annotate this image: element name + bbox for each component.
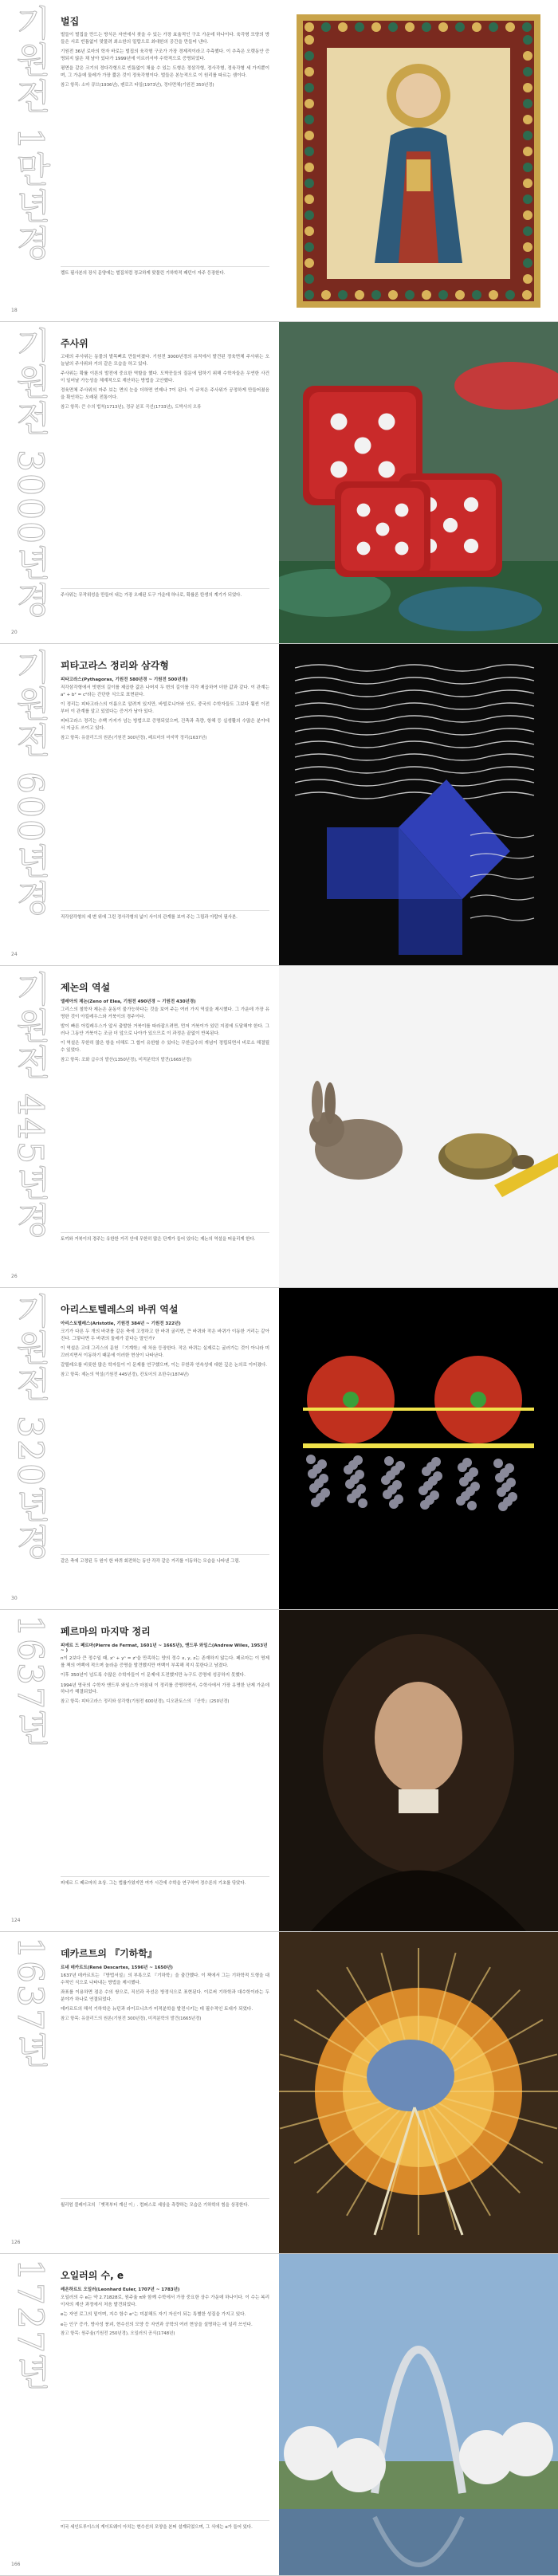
page-number: 166: [11, 2562, 21, 2567]
article-title: 피타고라스 정리와 삼각형: [61, 660, 169, 671]
see-also: 참고 항목: 제논의 역설(기원전 445년경), 칸토어의 초한수(1874년): [61, 1372, 189, 1377]
divider: [61, 2198, 269, 2199]
article-body: [61, 14, 269, 253]
text-page: [0, 644, 279, 965]
divider: [61, 1554, 269, 1555]
page-number: 18: [11, 308, 18, 313]
image-page: [279, 1932, 558, 2253]
page-number: 30: [11, 1596, 18, 1601]
page-number: 20: [11, 630, 18, 635]
article-paragraph: 크기가 다른 두 개의 바퀴를 같은 축에 고정하고 한 바퀴 굴리면, 큰 바퀴와 작은 바퀴가 이동한 거리는 같아진다. 그렇다면 두 바퀴의 둘레가 같다는 말인가?: [61, 1329, 269, 1341]
article-paragraph: 1637년 데카르트는 『방법서설』의 부록으로 『기하학』을 출간했다. 이 책에서 그는 기하학적 도형을 대수적인 식으로 나타내는 방법을 제시했다.: [61, 1973, 269, 1985]
illuminated-manuscript-image: [279, 0, 558, 321]
wheel-paradox-diagram: [279, 1288, 558, 1609]
image-page: [279, 1610, 558, 1931]
article-paragraph: 좌표를 이용하면 점은 수의 쌍으로, 직선과 곡선은 방정식으로 표현된다. 이로써 기하학과 대수학이라는 두 분야가 하나로 연결되었다.: [61, 1990, 269, 2002]
article-paragraph: 이 역설은 무한히 많은 항을 더해도 그 합이 유한할 수 있다는 무한급수의 개념이 정립되면서 비로소 해결될 수 있었다.: [61, 1041, 269, 1053]
image-caption: 같은 축에 고정된 두 원이 한 바퀴 회전하는 동안 각각 같은 거리를 이동하는 모습을 나타낸 그림.: [61, 1559, 241, 1564]
article-subtitle: 레온하르트 오일러(Leonhard Euler, 1707년 ~ 1783년): [61, 2287, 180, 2292]
article-title: 아리스토텔레스의 바퀴 역설: [61, 1304, 179, 1315]
text-page: [0, 1932, 279, 2253]
article-subtitle: 엘레아의 제논(Zeno of Elea, 기원전 490년경 ~ 기원전 430년경): [61, 999, 196, 1004]
year-marker: 1637년: [10, 1615, 50, 1747]
article-paragraph: 직각삼각형에서 빗변의 길이를 제곱한 값은 나머지 두 변의 길이를 각각 제곱하여 더한 값과 같다. 이 관계는 a² + b² = c²라는 간단한 식으로 표현된다.: [61, 685, 269, 697]
divider: [61, 1876, 269, 1877]
page-spread: [0, 1610, 558, 1932]
see-also: 참고 항목: 유클리드의 원론(기원전 300년경), 페르마의 마지막 정리(1637년): [61, 735, 207, 740]
see-also: 참고 항목: 큰 수의 법칙(1713년), 정규 분포 곡선(1733년), 도박사의 오류: [61, 404, 202, 410]
article-paragraph: 이 역설은 고대 그리스의 문헌 『기계학』에 처음 등장한다. 작은 바퀴는 실제로는 굴러가는 것이 아니라 미끄러지면서 이동하기 때문에 이러한 현상이 나타난다.: [61, 1346, 269, 1358]
article-subtitle: 피에르 드 페르마(Pierre de Fermat, 1601년 ~ 1665년), 앤드루 와일스(Andrew Wiles, 1953년 ~ ): [61, 1643, 268, 1653]
article-paragraph: 주사위는 확률 이론의 발전에 중요한 역할을 했다. 도박꾼들의 질문에 답하기 위해 수학자들은 우연한 사건이 일어날 가능성을 체계적으로 계산하는 방법을 고안했다.: [61, 371, 269, 383]
article-title: 제논의 역설: [61, 982, 111, 993]
image-page: [279, 1288, 558, 1609]
page-number: 124: [11, 1918, 21, 1923]
page-number: 24: [11, 952, 18, 957]
blake-painting-image: [279, 1932, 558, 2253]
image-caption: 윌리엄 블레이크의 「옛적부터 계신 이」. 컴퍼스로 세상을 측량하는 모습은 기하학의 힘을 상징한다.: [61, 2203, 250, 2208]
article-body: [61, 980, 269, 1219]
year-marker: 기원전 320년경: [10, 1293, 50, 1561]
article-paragraph: 기원전 36년 로마의 학자 바로는 벌집의 육각형 구조가 가장 경제적이라고 추측했다. 이 추측은 오랫동안 증명되지 않은 채 남아 있다가 1999년에 이르러서야 수학적으로 증명되었다.: [61, 49, 269, 61]
page-spread: [0, 2254, 558, 2576]
rabbit-tortoise-photo: [279, 966, 558, 1287]
text-page: [0, 0, 279, 321]
image-page: [279, 322, 558, 643]
text-page: [0, 1288, 279, 1609]
image-page: [279, 2254, 558, 2575]
divider: [61, 266, 269, 267]
article-paragraph: 그리스의 철학자 제논은 운동이 불가능하다는 것을 보여 주는 여러 가지 역설을 제시했다. 그 가운데 가장 유명한 것이 아킬레우스와 거북이의 경주이다.: [61, 1007, 269, 1019]
article-paragraph: n이 2보다 큰 정수일 때, xⁿ + yⁿ = zⁿ을 만족하는 양의 정수 x, y, z는 존재하지 않는다. 페르마는 이 명제를 책의 여백에 적으며 놀라운 증명을 발견했지만 여백이 부족해 적지 못한다고 남겼다.: [61, 1656, 269, 1668]
image-caption: 주사위는 무작위성을 만들어 내는 가장 오래된 도구 가운데 하나로, 확률론 탄생의 계기가 되었다.: [61, 593, 242, 598]
image-page: [279, 644, 558, 965]
year-marker: 기원전 600년경: [10, 649, 50, 917]
page-spread: [0, 644, 558, 966]
article-title: 페르마의 마지막 정리: [61, 1626, 151, 1637]
image-caption: 토끼와 거북이의 경주는 유한한 거리 안에 무한히 많은 단계가 들어 있다는 제논의 역설을 떠올리게 한다.: [61, 1237, 256, 1242]
year-marker: 1637년: [10, 1937, 50, 2069]
text-page: [0, 322, 279, 643]
article-title: 데카르트의 『기하학』: [61, 1948, 157, 1959]
article-paragraph: 발이 빠른 아킬레우스가 앞서 출발한 거북이를 따라잡으려면, 먼저 거북이가 있던 지점에 도달해야 한다. 그러나 그동안 거북이는 조금 더 앞으로 나아가 있으므로 이 과정은 끝없이 반복된다.: [61, 1024, 269, 1036]
page-number: 126: [11, 2240, 21, 2245]
page-spread: [0, 1932, 558, 2254]
fermat-portrait: [279, 1610, 558, 1931]
image-caption: 직각삼각형의 세 변 위에 그린 정사각형의 넓이 사이의 관계를 보여 주는 그림과 아랍어 필사본.: [61, 915, 238, 920]
image-caption: 켈트 필사본의 장식 문양에는 벌집처럼 정교하게 맞물린 기하학적 패턴이 자주 등장한다.: [61, 271, 226, 276]
dice-photo: [279, 322, 558, 643]
page-spread: [0, 0, 558, 322]
article-body: [61, 336, 269, 575]
article-subtitle: 르네 데카르트(René Descartes, 1596년 ~ 1650년): [61, 1965, 173, 1970]
article-body: [61, 1302, 269, 1541]
article-paragraph: 갈릴레오를 비롯한 많은 학자들이 이 문제를 연구했으며, 이는 무한과 연속성에 대한 깊은 논의로 이어졌다.: [61, 1363, 268, 1368]
gateway-arch-photo: [279, 2254, 558, 2575]
see-also: 참고 항목: 원주율(기원전 250년경), 오일러의 공식(1748년): [61, 2331, 175, 2337]
article-body: [61, 1624, 269, 1863]
year-marker: 기원전 3000년경: [10, 327, 50, 618]
image-caption: 미국 세인트루이스의 게이트웨이 아치는 현수선의 모양을 본떠 설계되었으며, 그 식에는 e가 들어 있다.: [61, 2525, 253, 2530]
image-page: [279, 966, 558, 1287]
page-spread: [0, 322, 558, 644]
article-title: 주사위: [61, 338, 88, 349]
article-body: [61, 658, 269, 897]
article-paragraph: e는 인구 증가, 방사성 붕괴, 현수선의 모양 등 자연과 공학의 여러 현상을 설명하는 데 널리 쓰인다.: [61, 2322, 253, 2327]
year-marker: 1727년: [10, 2259, 50, 2391]
article-title: 오일러의 수, e: [61, 2270, 124, 2281]
article-paragraph: 정육면체 주사위의 마주 보는 면의 눈을 더하면 언제나 7이 된다. 이 규칙은 주사위가 공정하게 만들어졌음을 확인하는 오래된 전통이다.: [61, 388, 269, 400]
year-marker: 기원전 445년경: [10, 971, 50, 1239]
page-spread: [0, 966, 558, 1288]
see-also: 참고 항목: 소마 큐브(1936년), 펜로즈 타일(1973년), 정다면체(기원전 350년경): [61, 82, 214, 88]
see-also: 참고 항목: 조화 급수의 발산(1350년경), 미적분학의 발견(1665년경): [61, 1057, 192, 1062]
article-paragraph: 고대의 주사위는 동물의 발목뼈로 만들어졌다. 기원전 3000년경의 유적에서 발견된 정육면체 주사위는 오늘날의 주사위와 거의 같은 모습을 하고 있다.: [61, 355, 269, 367]
image-page: [279, 0, 558, 321]
text-page: [0, 1610, 279, 1931]
divider: [61, 2520, 269, 2521]
article-subtitle: 피타고라스(Pythagoras, 기원전 580년경 ~ 기원전 500년경): [61, 677, 188, 682]
article-body: [61, 1946, 269, 2185]
article-paragraph: 데카르트의 해석 기하학은 뉴턴과 라이프니츠가 미적분학을 발전시키는 데 필수적인 토대가 되었다.: [61, 2007, 253, 2012]
article-paragraph: 이 정리는 피타고라스의 이름으로 알려져 있지만, 바빌로니아와 인도, 중국의 수학자들도 그보다 훨씬 이전부터 이 관계를 알고 있었다는 증거가 남아 있다.: [61, 702, 269, 714]
pythagoras-diagram-image: [279, 644, 558, 965]
article-subtitle: 아리스토텔레스(Aristotle, 기원전 384년 ~ 기원전 322년): [61, 1321, 181, 1326]
page-spread: [0, 1288, 558, 1610]
divider: [61, 1232, 269, 1233]
see-also: 참고 항목: 피타고라스 정리와 삼각형(기원전 600년경), 디오판토스의 『산학』(250년경): [61, 1698, 230, 1704]
year-marker: 기원전 1만년경: [10, 5, 50, 261]
article-paragraph: 오일러의 수 e는 약 2.71828로, 원주율 π와 함께 수학에서 가장 중요한 상수 가운데 하나이다. 이 수는 복리 이자의 계산 과정에서 처음 발견되었다.: [61, 2295, 269, 2307]
article-paragraph: 피타고라스 정리는 수백 가지가 넘는 방법으로 증명되었으며, 건축과 측량, 항해 등 실생활의 수많은 분야에서 지금도 쓰이고 있다.: [61, 719, 269, 731]
text-page: [0, 2254, 279, 2575]
article-title: 벌집: [61, 16, 80, 27]
article-paragraph: 1994년 영국의 수학자 앤드루 와일스가 마침내 이 정리를 증명하면서, 수학사에서 가장 유명한 난제 가운데 하나가 해결되었다.: [61, 1683, 269, 1695]
text-page: [0, 966, 279, 1287]
divider: [61, 588, 269, 589]
divider: [61, 910, 269, 911]
article-paragraph: e는 자연 로그의 밑이며, 지수 함수 eˣ는 미분해도 자기 자신이 되는 특별한 성질을 가지고 있다.: [61, 2312, 246, 2318]
article-body: [61, 2268, 269, 2507]
article-paragraph: 벌들이 벌집을 만드는 방식은 자연에서 찾을 수 있는 가장 효율적인 구조 가운데 하나이다. 육각형 모양의 방들은 서로 빈틈없이 맞물려 최소한의 밀랍으로 최대한의 공간을 만들어 낸다.: [61, 33, 269, 45]
page-number: 26: [11, 1274, 18, 1279]
see-also: 참고 항목: 유클리드의 원론(기원전 300년경), 미적분학의 발견(1665년경): [61, 2016, 202, 2021]
image-caption: 피에르 드 페르마의 초상. 그는 법률가였지만 여가 시간에 수학을 연구하여 정수론의 기초를 닦았다.: [61, 1881, 246, 1886]
article-paragraph: 평면을 같은 크기의 정다각형으로 빈틈없이 채울 수 있는 도형은 정삼각형, 정사각형, 정육각형 세 가지뿐이며, 그 가운데 둘레가 가장 짧은 것이 정육각형이다. 벌들은 본능적으로 이 원리를 따르는 셈이다.: [61, 66, 269, 78]
article-paragraph: 이후 350년이 넘도록 수많은 수학자들이 이 문제에 도전했지만 누구도 증명에 성공하지 못했다.: [61, 1673, 246, 1679]
